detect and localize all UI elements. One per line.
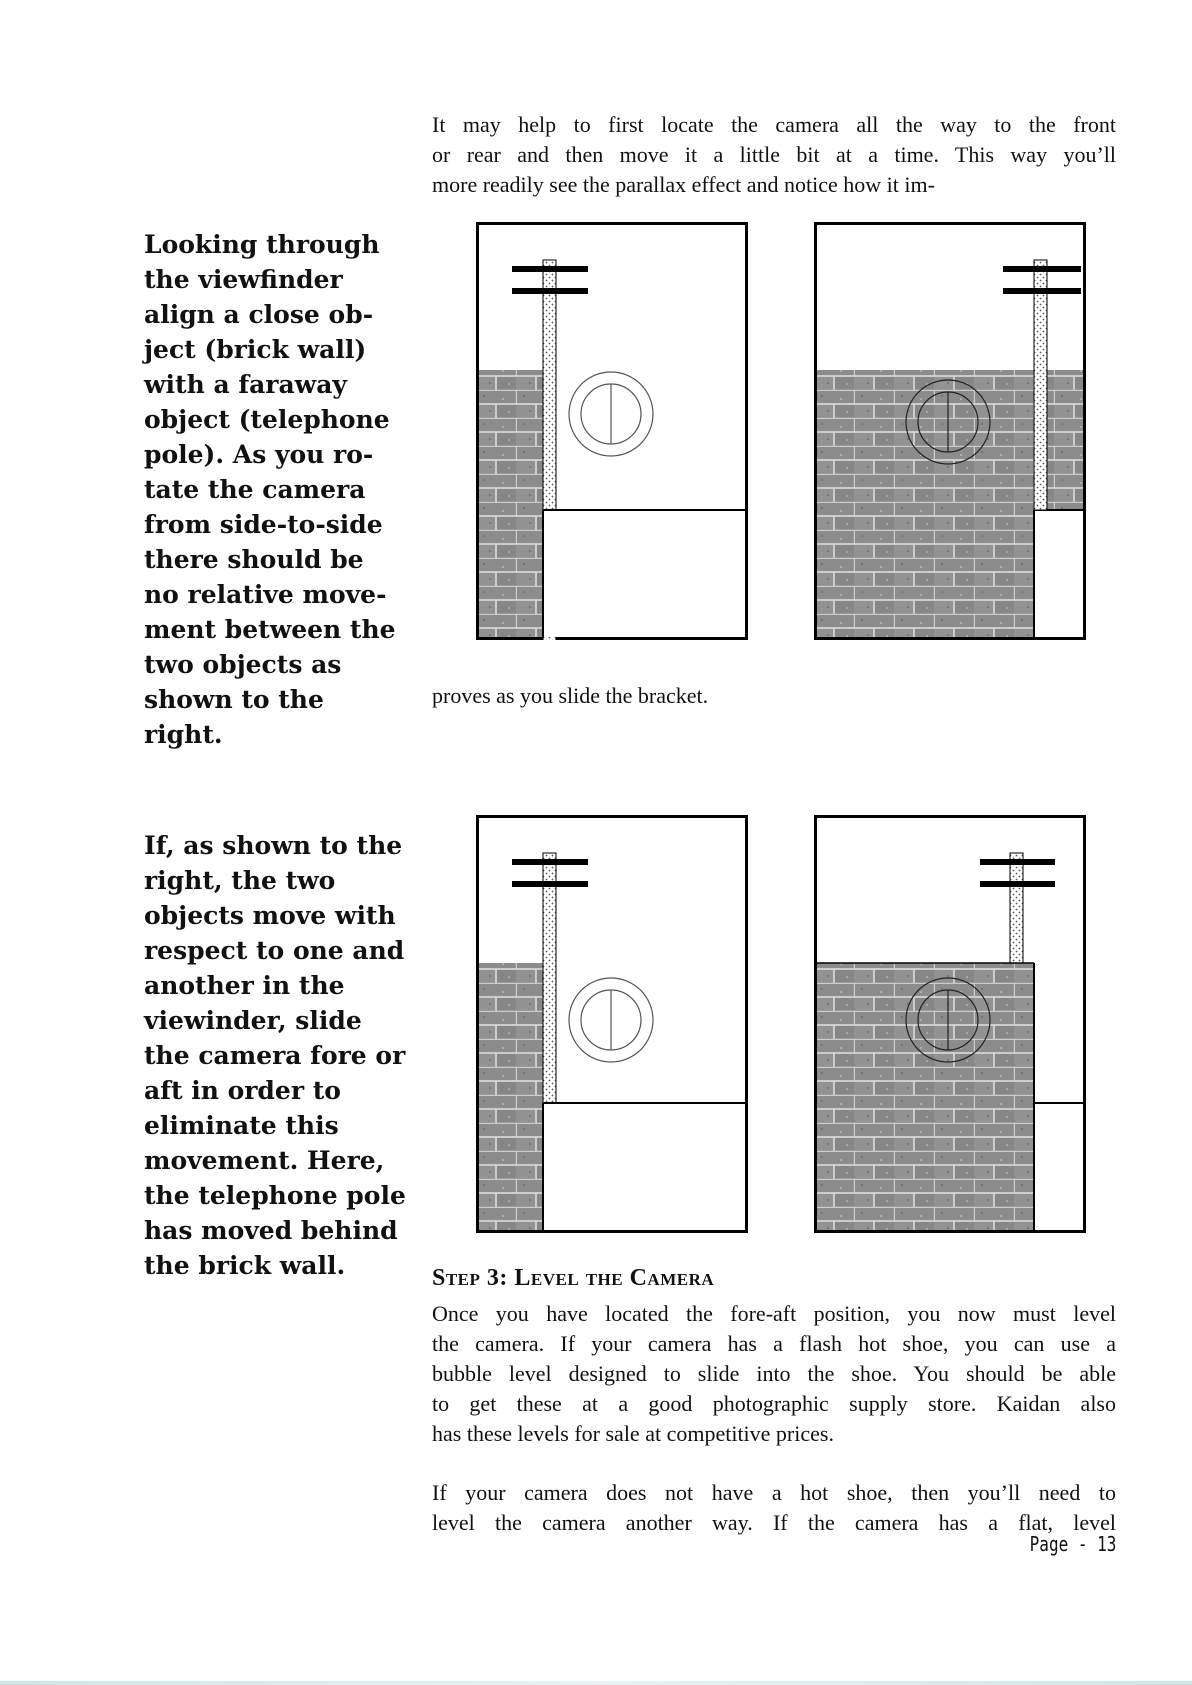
sidebar-line: another in the	[144, 971, 345, 1000]
sidebar-line: If, as shown to the	[144, 831, 403, 860]
paragraph-line: the camera. If your camera has a flash hot shoe, you can use a	[432, 1331, 1116, 1356]
paragraph-line: has these levels for sale at competitive prices.	[432, 1421, 834, 1446]
viewfinder-figure-aligned-right	[814, 222, 1086, 640]
step-heading: Step 3: Level the Camera	[432, 1265, 715, 1291]
intro-line: or rear and then move it a little bit at a time. This way you’ll	[432, 142, 1116, 167]
step-paragraph-no-hot-shoe	[432, 1478, 1116, 1538]
viewfinder-figure-shift-right	[814, 815, 1086, 1233]
sidebar-line: object (telephone	[144, 405, 390, 434]
sidebar-line: respect to one and	[144, 936, 405, 965]
viewfinder-figure-shift-left	[476, 815, 748, 1233]
intro-paragraph	[432, 110, 1116, 200]
sidebar-line: there should be	[144, 545, 364, 574]
paragraph-line: Once you have located the fore-aft position, you now must level	[432, 1301, 1116, 1326]
sidebar-line: viewinder, slide	[144, 1006, 362, 1035]
sidebar-line: tate the camera	[144, 475, 366, 504]
sidebar-line: ment between the	[144, 615, 396, 644]
sidebar-line: objects move with	[144, 901, 396, 930]
sidebar-line: pole). As you ro-	[144, 440, 374, 469]
sidebar-line: ject (brick wall)	[144, 335, 367, 364]
sidebar-line: movement. Here,	[144, 1146, 385, 1175]
page-bottom-rule	[0, 1681, 1192, 1685]
sidebar-line: shown to the	[144, 685, 324, 714]
paragraph-line: If your camera does not have a hot shoe, then you’ll need to	[432, 1480, 1116, 1505]
sidebar-note-alignment	[144, 227, 422, 752]
sidebar-line: align a close ob-	[144, 300, 374, 329]
paragraph-line: to get these at a good photographic supply store. Kaidan also	[432, 1391, 1116, 1416]
intro-line: It may help to first locate the camera all the way to the front	[432, 112, 1116, 137]
sidebar-line: Looking through	[144, 230, 380, 259]
sidebar-line: the camera fore or	[144, 1041, 406, 1070]
paragraph-line: level the camera another way. If the camera has a flat, level	[432, 1510, 1116, 1535]
viewfinder-figure-aligned-left	[476, 222, 748, 640]
sidebar-line: right, the two	[144, 866, 336, 895]
sidebar-line: aft in order to	[144, 1076, 341, 1105]
intro-line: more readily see the parallax effect and notice how it im-	[432, 172, 935, 197]
sidebar-line: with a faraway	[144, 370, 347, 399]
page-number: Page - 13	[1029, 1532, 1116, 1556]
sidebar-line: no relative move-	[144, 580, 387, 609]
step-paragraph-hot-shoe	[432, 1299, 1116, 1449]
sidebar-line: the viewfinder	[144, 265, 343, 294]
sidebar-line: the brick wall.	[144, 1251, 346, 1280]
sidebar-line: from side-to-side	[144, 510, 383, 539]
paragraph-line: bubble level designed to slide into the shoe. You should be able	[432, 1361, 1116, 1386]
sidebar-line: right.	[144, 720, 223, 749]
sidebar-line: eliminate this	[144, 1111, 339, 1140]
sidebar-note-movement	[144, 828, 422, 1283]
sidebar-line: has moved behind	[144, 1216, 398, 1245]
intro-continued: proves as you slide the bracket.	[432, 683, 709, 708]
sidebar-line: the telephone pole	[144, 1181, 406, 1210]
sidebar-line: two objects as	[144, 650, 342, 679]
